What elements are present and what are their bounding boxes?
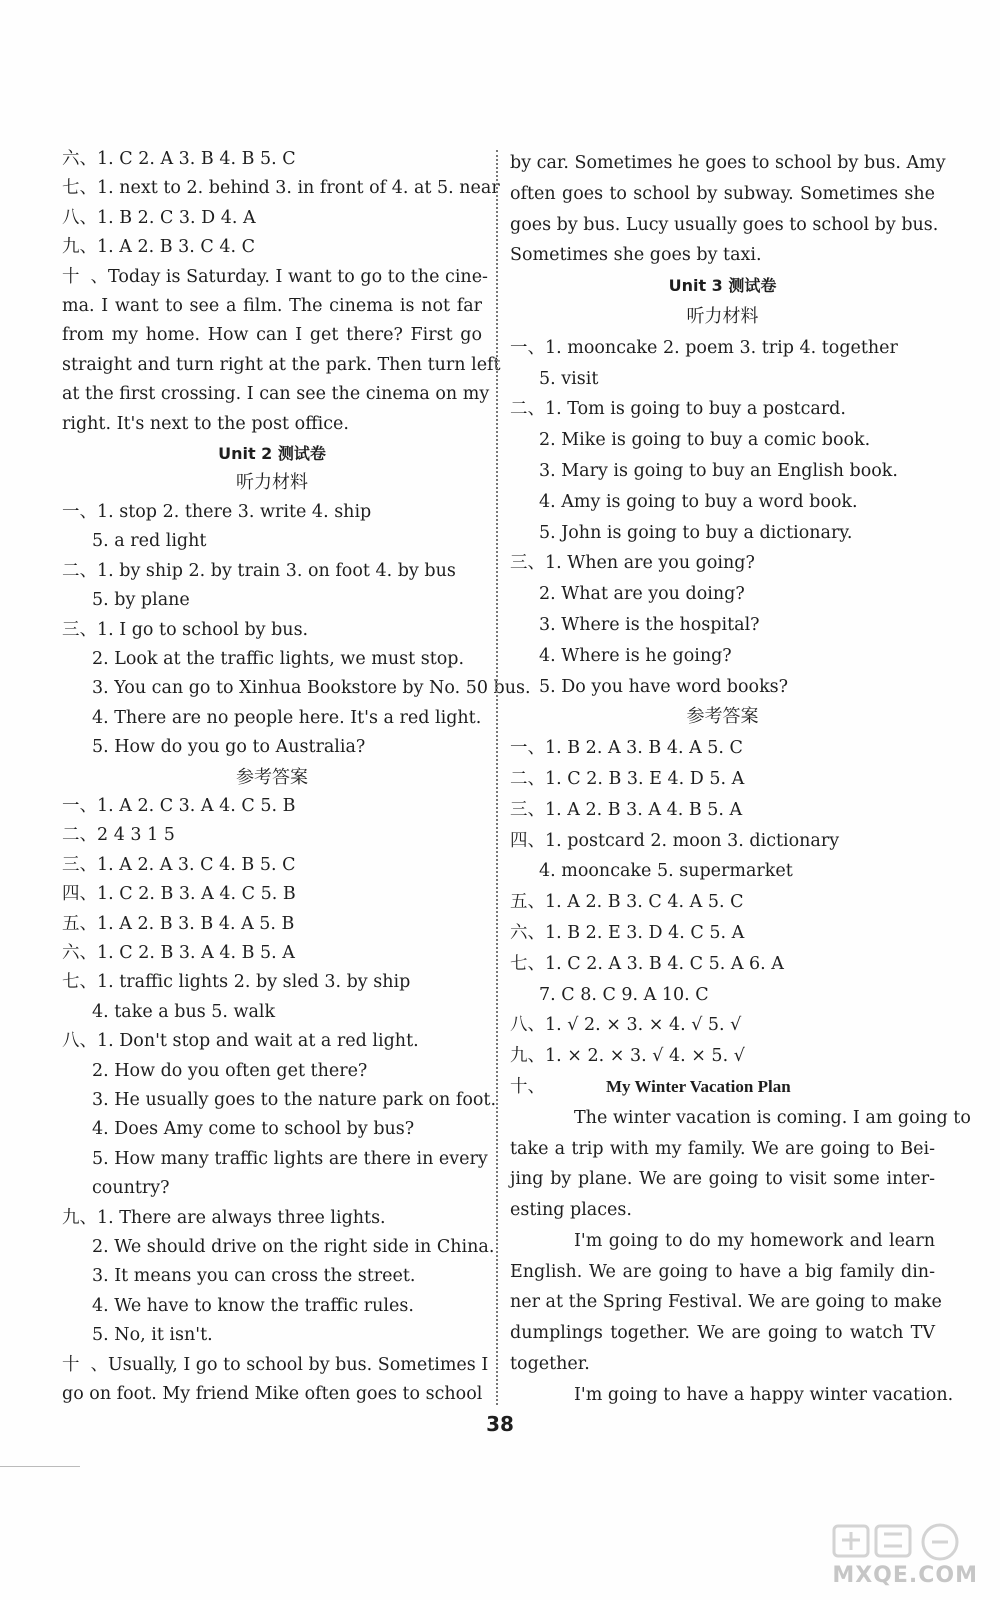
answer-line: 2. Mike is going to buy a comic book.: [539, 430, 871, 451]
answer-line: 5. No, it isn't.: [92, 1325, 213, 1346]
answer-line: 九、1. There are always three lights.: [62, 1207, 386, 1228]
passage-line: go on foot. My friend Mike often goes to school: [62, 1384, 483, 1405]
left-column: [62, 145, 531, 1409]
essay-line: I'm going to do my homework and learn: [574, 1230, 935, 1251]
answer-line: 八、1. B 2. C 3. D 4. A: [62, 207, 256, 228]
unit-3-title: Unit 3 测试卷: [668, 276, 777, 296]
answer-line: 三、1. I go to school by bus.: [62, 619, 309, 640]
essay-line: ner at the Spring Festival. We are going to make: [510, 1292, 942, 1313]
answer-line: 2. How do you often get there?: [92, 1060, 368, 1081]
answer-line: 七、1. next to 2. behind 3. in front of 4. at 5. near: [62, 178, 500, 199]
answer-line: 5. How many traffic lights are there in every: [92, 1148, 488, 1169]
answer-line: 三、1. A 2. A 3. C 4. B 5. C: [62, 854, 296, 875]
answer-line: 4. take a bus 5. walk: [92, 1001, 276, 1022]
passage-line: often goes to school by subway. Sometimes she: [510, 183, 935, 204]
section-marker: 十、: [510, 1076, 545, 1097]
answer-line: 4. Amy is going to buy a word book.: [539, 491, 858, 512]
answer-line: 2. We should drive on the right side in China.: [92, 1237, 495, 1258]
passage-line: straight and turn right at the park. Then turn left: [62, 354, 501, 375]
answer-line: 七、1. traffic lights 2. by sled 3. by ship: [62, 972, 411, 993]
answer-line: 5. John is going to buy a dictionary.: [539, 522, 853, 543]
answer-line: 3. He usually goes to the nature park on foot.: [92, 1090, 497, 1110]
passage-line: ma. I want to see a film. The cinema is not far: [62, 296, 482, 317]
essay-title: My Winter Vacation Plan: [606, 1076, 791, 1096]
answer-line: 二、2 4 3 1 5: [62, 825, 175, 846]
answer-line: 5. a red light: [92, 531, 207, 552]
answer-line: 九、1. A 2. B 3. C 4. C: [62, 237, 256, 258]
passage-line: right. It's next to the post office.: [62, 413, 349, 434]
answers-title: 参考答案: [236, 766, 308, 788]
watermark-text: MXQE.COM: [832, 1563, 978, 1588]
passage-line: Usually, I go to school by bus. Sometimes I: [108, 1354, 489, 1375]
answer-line: 3. It means you can cross the street.: [92, 1266, 416, 1287]
answer-line: 二、1. by ship 2. by train 3. on foot 4. by bus: [62, 560, 456, 581]
answer-line: 三、1. When are you going?: [510, 553, 755, 574]
answer-line: 4. Does Amy come to school by bus?: [92, 1119, 415, 1140]
answer-line: 3. Where is the hospital?: [539, 614, 760, 635]
answer-line: 五、1. A 2. B 3. C 4. A 5. C: [510, 892, 744, 913]
answer-line: 八、1. √ 2. × 3. × 4. √ 5. √: [510, 1015, 742, 1036]
column-divider: [496, 150, 498, 1405]
answer-line: 4. We have to know the traffic rules.: [92, 1295, 414, 1316]
essay: [510, 1103, 971, 1411]
answer-line: 3. You can go to Xinhua Bookstore by No. 50 bus.: [92, 678, 531, 699]
essay-line: together.: [510, 1354, 590, 1375]
answer-line: 一、1. B 2. A 3. B 4. A 5. C: [510, 738, 743, 759]
passage-line: goes by bus. Lucy usually goes to school by bus.: [510, 214, 939, 235]
answer-line: 2. What are you doing?: [539, 584, 745, 605]
essay-line: esting places.: [510, 1200, 632, 1221]
answer-line: 六、1. B 2. E 3. D 4. C 5. A: [510, 922, 745, 943]
section-marker: 十、: [62, 266, 108, 287]
answer-line: 5. Do you have word books?: [539, 676, 789, 697]
answer-line: 六、1. C 2. A 3. B 4. B 5. C: [62, 149, 296, 169]
answer-line: 7. C 8. C 9. A 10. C: [539, 984, 709, 1005]
passage-line: Today is Saturday. I want to go to the cine-: [108, 266, 488, 287]
essay-line: I'm going to have a happy winter vacation.: [574, 1384, 954, 1405]
answer-line: 四、1. postcard 2. moon 3. dictionary: [510, 830, 840, 851]
answer-line: 四、1. C 2. B 3. A 4. C 5. B: [62, 884, 296, 905]
answer-line: 六、1. C 2. B 3. A 4. B 5. A: [62, 942, 295, 963]
answer-line: 5. How do you go to Australia?: [92, 737, 366, 758]
answer-line: 4. Where is he going?: [539, 645, 732, 666]
answer-line: 一、1. A 2. C 3. A 4. C 5. B: [62, 795, 296, 816]
essay-line: jing by plane. We are going to visit some inter-: [510, 1169, 935, 1190]
essay-line: The winter vacation is coming. I am going to: [574, 1107, 971, 1128]
essay-line: English. We are going to have a big family din-: [510, 1261, 935, 1282]
page-number: 38: [486, 1412, 514, 1436]
footer-rule: [0, 1466, 80, 1467]
answer-line: 三、1. A 2. B 3. A 4. B 5. A: [510, 799, 743, 820]
section-marker: 十、: [62, 1354, 108, 1375]
answer-line: 5. visit: [539, 368, 599, 389]
answers-title: 参考答案: [686, 706, 759, 728]
answer-line: 4. mooncake 5. supermarket: [539, 861, 793, 882]
passage-line: from my home. How can I get there? First go: [62, 325, 482, 346]
answer-line: 5. by plane: [92, 590, 190, 611]
passage-line: by car. Sometimes he goes to school by bus. Amy: [510, 153, 946, 173]
answer-line: 一、1. stop 2. there 3. write 4. ship: [62, 501, 372, 522]
answer-line: 3. Mary is going to buy an English book.: [539, 460, 898, 481]
answer-line: country?: [92, 1178, 170, 1199]
answer-line: 4. There are no people here. It's a red light.: [92, 707, 482, 728]
passage-line: at the first crossing. I can see the cinema on my: [62, 384, 490, 405]
passage: [62, 263, 501, 439]
right-column: [510, 148, 971, 1411]
listening-title: 听力材料: [236, 472, 308, 494]
answer-line: 一、1. mooncake 2. poem 3. trip 4. together: [510, 337, 898, 358]
answer-line: 八、1. Don't stop and wait at a red light.: [62, 1031, 419, 1052]
answer-line: 二、1. Tom is going to buy a postcard.: [510, 399, 846, 420]
listening-title: 听力材料: [686, 305, 759, 327]
essay-line: take a trip with my family. We are going to Bei-: [510, 1138, 935, 1159]
answer-line: 2. Look at the traffic lights, we must stop.: [92, 648, 465, 669]
answer-line: 九、1. × 2. × 3. √ 4. × 5. √: [510, 1046, 745, 1067]
essay-line: dumplings together. We are going to watch TV: [510, 1323, 935, 1344]
watermark-logo: [812, 1520, 982, 1590]
passage-line: Sometimes she goes by taxi.: [510, 245, 762, 266]
answer-line: 五、1. A 2. B 3. B 4. A 5. B: [62, 913, 295, 934]
unit-2-title: Unit 2 测试卷: [218, 444, 326, 464]
answer-line: 二、1. C 2. B 3. E 4. D 5. A: [510, 768, 745, 789]
answer-line: 七、1. C 2. A 3. B 4. C 5. A 6. A: [510, 953, 784, 974]
